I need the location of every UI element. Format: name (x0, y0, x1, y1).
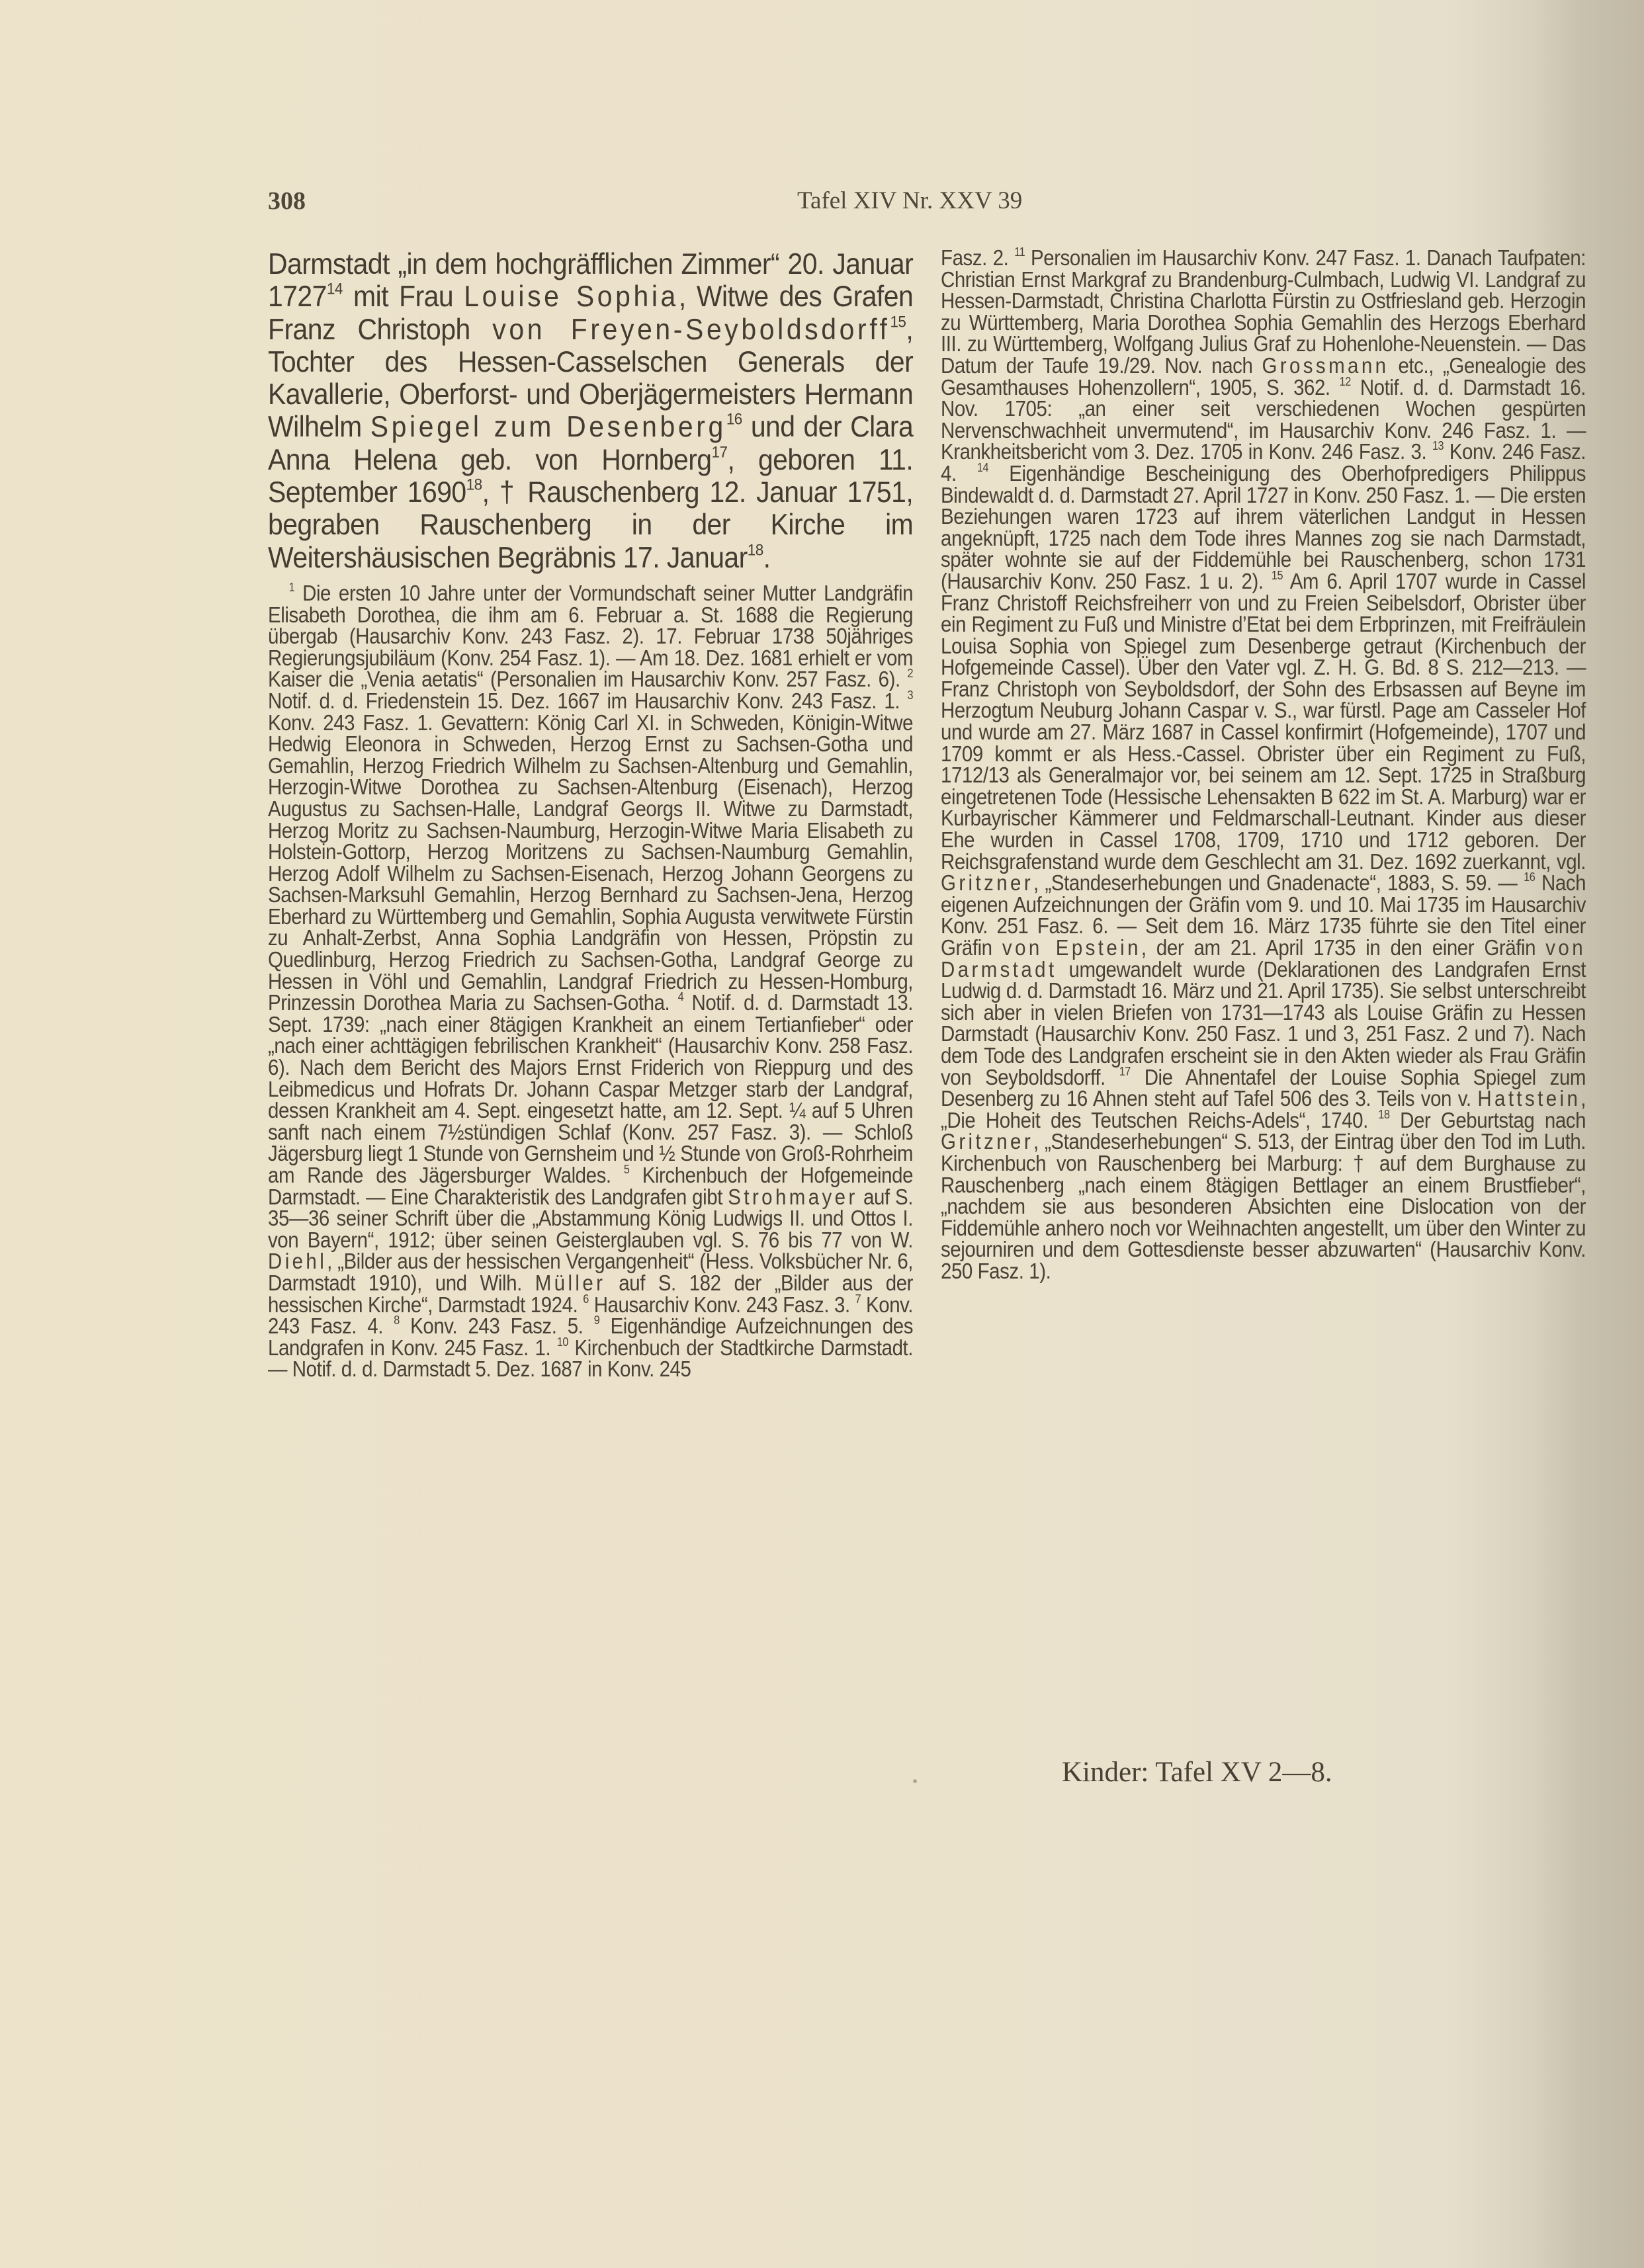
emphasized-name: von Freyen-Seyboldsdorff (492, 313, 890, 346)
footnote-marker: 17 (711, 443, 728, 462)
emphasized-name: Spiegel zum Desenberg (370, 411, 726, 444)
footnotes-left: $^1$ Die ersten 10 Jahre unter der Vormundschaft seiner Mutter Landgräfin Elisabeth Dorothea, die ihm am 6. Februar a. St. 1688 die Regierung übergab (Hausarchiv Konv. 243 Fasz. 2). 17. Februar 1738 50jähriges Regierungsjubiläum (Konv. 254 Fasz. 1). — Am 18. Dez. 1681 erhielt er vom Kaiser die „Venia aetatis“ (Personalien im Hausarchiv Konv. 257 Fasz. 6). $^2$ Notif. d. d. Friedenstein 15. Dez. 1667 im Hausarchiv Konv. 243 Fasz. 1. $^3$ Konv. 243 Fasz. 1. Gevattern: König Carl XI. in Schweden, Königin-Witwe Hedwig Eleonora in Schweden, Herzog Ernst zu Sachsen-Gotha und Gemahlin, Herzog Friedrich Wilhelm zu Sachsen-Altenburg und Gemahlin, Herzogin-Witwe Dorothea zu Sachsen-Altenburg (Eisenach), Herzog Augustus zu Sachsen-Halle, Landgraf Georgs II. Witwe zu Darmstadt, Herzog Moritz zu Sachsen-Naumburg, Herzogin-Witwe Maria Elisabeth zu Holstein-Gottorp, Herzog Moritzens zu Sachsen-Naumburg Gemahlin, Herzog Adolf Wilhelm zu Sachsen-Eisenach, Herzog Johann Georgens zu Sachsen-Marksuhl Gemahlin, Herzog Bernhard zu Sachsen-Jena, Herzog Eberhard zu Württemberg und Gemahlin, Sophia Augusta verwitwete Fürstin zu Anhalt-Zerbst, Anna Sophia Landgräfin von Hessen, Pröpstin zu Quedlinburg, Herzog Friedrich zu Sachsen-Gotha, Landgraf George zu Hessen in Vöhl und Gemahlin, Landgraf Friedrich zu Hessen-Homburg, Prinzessin Dorothea Maria zu Sachsen-Gotha. $^4$ Notif. d. d. Darmstadt 13. Sept. 1739: „nach einer 8tägigen Krankheit an einem Tertianfieber“ oder „nach einer achttägigen febrilischen Krankheit“ (Hausarchiv Konv. 258 Fasz. 6). Nach dem Bericht des Majors Ernst Friderich von Rieppurg und des Leibmedicus und Hofrats Dr. Johann Caspar Metzger starb der Landgraf, dessen Krankheit am 4. Sept. eingesetzt hatte, am 12. Sept. ¼ auf 5 Uhren sanft nach einem 7½stündigen Schlaf (Konv. 257 Fasz. 3). — Schloß Jägersburg liegt 1 Stunde von Gernsheim und ½ Stunde von Groß-Rohrheim am Rande des Jägersburger Waldes. $^5$ Kirchenbuch der Hofgemeinde Darmstadt. — Eine Charakteristik des Landgrafen gibt Strohmayer auf S. 35—36 seiner Schrift über die „Abstammung König Ludwigs II. und Ottos I. von Bayern“, 1912; über seinen Geisterglauben vgl. S. 76 bis 77 von W. Diehl, „Bilder aus der hessischen Vergangenheit“ (Hess. Volksbücher Nr. 6, Darmstadt 1910), und Wilh. Müller auf S. 182 der „Bilder aus der hessischen Kirche“, Darmstadt 1924. $^6$ Hausarchiv Konv. 243 Fasz. 3. $^7$ Konv. 243 Fasz. 4. $^8$ Konv. 243 Fasz. 5. $^9$ Eigenhändige Aufzeichnungen des Landgrafen in Konv. 245 Fasz. 1. $^{10}$ Kirchenbuch der Stadtkirche Darmstadt. — Notif. d. d. Darmstadt 5. Dez. 1687 in Konv. 245 (268, 580, 914, 1382)
footnote-marker: 13 (1432, 439, 1444, 453)
footnote-marker: 12 (1339, 374, 1351, 388)
footnote-marker: 2 (907, 666, 914, 681)
emphasized-name: von Epstein (1002, 936, 1141, 960)
emphasized-name: Gritzner (941, 1130, 1034, 1155)
running-head (268, 187, 1538, 220)
footnote-marker: 14 (326, 280, 343, 298)
children-reference: Kinder: Tafel XV 2—8. (1062, 1757, 1332, 1788)
footnote-marker: 5 (623, 1162, 630, 1177)
emphasized-name: Louise Sophia (464, 280, 679, 314)
footnote-marker: 15 (1271, 568, 1283, 583)
footnote-marker: 15 (890, 313, 906, 331)
emphasized-name: Grossmann (1262, 353, 1389, 378)
footnote-marker: 9 (593, 1313, 600, 1327)
footnote-marker: 1 (288, 580, 295, 595)
footnote-marker: 14 (976, 460, 989, 475)
emphasized-name: Diehl (268, 1249, 327, 1275)
footnote-marker: 16 (1524, 870, 1536, 884)
emphasized-name: Müller (535, 1271, 606, 1296)
footnote-marker: 4 (677, 989, 684, 1004)
scan-speck (913, 1779, 917, 1783)
footnote-marker: 8 (394, 1313, 400, 1327)
emphasized-name: Strohmayer (728, 1185, 858, 1210)
right-column (941, 245, 1586, 1284)
page-number: 308 (268, 187, 306, 215)
footnote-marker: 3 (907, 688, 914, 702)
footnotes-right: Fasz. 2. $^{11}$ Personalien im Hausarchiv Konv. 247 Fasz. 1. Danach Taufpaten: Christian Ernst Markgraf zu Brandenburg-Culmbach, Ludwig VI. Landgraf zu Hessen-Darmstadt, Christina Charlotta Fürstin zu Ostfriesland geb. Herzogin zu Württemberg, Maria Dorothea Sophia Gemahlin des Herzogs Eberhard III. zu Württemberg, Wolfgang Julius Graf zu Hohenlohe-Neuenstein. — Das Datum der Taufe 19./29. Nov. nach Grossmann etc., „Genealogie des Gesamthauses Hohenzollern“, 1905, S. 362. $^{12}$ Notif. d. d. Darmstadt 16. Nov. 1705: „an einer seit verschiedenen Wochen gespürten Nervenschwachheit unvermutend“, im Hausarchiv Konv. 246 Fasz. 1. — Krankheitsbericht vom 3. Dez. 1705 in Konv. 246 Fasz. 3. $^{13}$ Konv. 246 Fasz. 4. $^{14}$ Eigenhändige Bescheinigung des Oberhofpredigers Philippus Bindewaldt d. d. Darmstadt 27. April 1727 in Konv. 250 Fasz. 1. — Die ersten Beziehungen waren 1723 auf ihrem väterlichen Landgut in Hessen angeknüpft, 1725 nach dem Tode ihres Mannes zog sie nach Darmstadt, später wohnte sie auf der Fiddemühle bei Rauschenberg, schon 1731 (Hausarchiv Konv. 250 Fasz. 1 u. 2). $^{15}$ Am 6. April 1707 wurde in Cassel Franz Christoff Reichsfreiherr von und zu Freien Seibelsdorf, Obrister über ein Regiment zu Fuß und Ministre d’Etat bei dem Erbprinzen, mit Freifräulein Louisa Sophia von Spiegel zum Desenberge getraut (Kirchenbuch der Hofgemeinde Cassel). Über den Vater vgl. Z. H. G. Bd. 8 S. 212—213. — Franz Christoph von Seyboldsdorf, der Sohn des Erbsassen auf Beyne im Herzogtum Neuburg Johann Caspar v. S., war fürstl. Page am Casseler Hof und wurde am 27. März 1687 in Cassel konfirmirt (Hofgemeinde), 1707 und 1709 kommt er als Hess.-Cassel. Obrister über ein Regiment zu Fuß, 1712/13 als Generalmajor vor, bei seinem am 12. Sept. 1725 in Straßburg eingetretenen Tode (Hessische Lehensakten B 622 im St. A. Marburg) war er Kurbayrischer Kämmerer und Feldmarschall-Leutnant. Kinder aus dieser Ehe wurden in Cassel 1708, 1709, 1710 und 1712 geboren. Der Reichsgrafenstand wurde dem Geschlecht am 31. Dez. 1692 zuerkannt, vgl. Gritzner, „Standeserhebungen und Gnadenacte“, 1883, S. 59. — $^{16}$ Nach eigenen Aufzeichnungen der Gräfin vom 9. und 10. Mai 1735 im Hausarchiv Konv. 251 Fasz. 6. — Seit dem 16. März 1735 führte sie den Titel einer Gräfin von Epstein, der am 21. April 1735 in den einer Gräfin von Darmstadt umgewandelt wurde (Deklarationen des Landgrafen Ernst Ludwig d. d. Darmstadt 16. März und 21. April 1735). Sie selbst unterschreibt sich aber in vielen Briefen von 1731—1743 als Louise Gräfin zu Hessen Darmstadt (Hausarchiv Konv. 250 Fasz. 1 und 3, 251 Fasz. 2 und 7). Nach dem Tode des Landgrafen erscheint sie in den Akten wieder als Frau Gräfin von Seyboldsdorff. $^{17}$ Die Ahnentafel der Louise Sophia Spiegel zum Desenberg zu 16 Ahnen steht auf Tafel 506 des 3. Teils von v. Hattstein, „Die Hoheit des Teutschen Reichs-Adels“, 1740. $^{18}$ Der Geburtstag nach Gritzner, „Standeserhebungen“ S. 513, der Eintrag über den Tod im Luth. Kirchenbuch von Rauschenberg bei Marburg: † auf dem Burghause zu Rauschenberg „nach einem 8tägigen Bettlager an einem Brustfieber“, „nachdem sie aus besonderen Absichten eine Dislocation von der Fiddemühle anhero noch vor Weihnachten angestellt, um über den Winter zu sejourniren und dem Gottesdienste besser abzuwarten“ (Hausarchiv Konv. 250 Fasz. 1). (941, 245, 1586, 1284)
emphasized-name: Hattstein (1477, 1087, 1581, 1112)
footnote-marker: 18 (466, 476, 482, 494)
footnote-marker: 18 (1378, 1107, 1390, 1121)
running-title: Tafel XIV Nr. XXV 39 (797, 187, 1023, 214)
footnote-marker: 18 (747, 541, 763, 560)
footnote-marker: 17 (1119, 1064, 1131, 1078)
footnote-marker: 10 (556, 1334, 568, 1349)
main-text: Darmstadt „in dem hochgräfflichen Zimmer“ 20. Januar 1727$^{14}$ mit Frau Louise Sophia, Witwe des Grafen Franz Christoph von Freyen-Seyboldsdorff$^{15}$, Tochter des Hessen-Casselschen Generals der Kavallerie, Oberforst- und Oberjägermeisters Hermann Wilhelm Spiegel zum Desenberg$^{16}$ und der Clara Anna Helena geb. von Hornberg$^{17}$, geboren 11. September 1690$^{18}$, † Rauschenberg 12. Januar 1751, begraben Rauschenberg in der Kirche im Weitershäusischen Begräbnis 17. Januar$^{18}$. (268, 248, 914, 574)
footnote-marker: 7 (855, 1291, 861, 1306)
left-column (268, 248, 913, 1381)
footnote-marker: 11 (1014, 245, 1025, 259)
footnote-marker: 16 (726, 411, 742, 429)
emphasized-name: von Darmstadt (941, 936, 1586, 982)
footnote-marker: 6 (583, 1291, 589, 1306)
emphasized-name: Gritzner (941, 871, 1034, 896)
